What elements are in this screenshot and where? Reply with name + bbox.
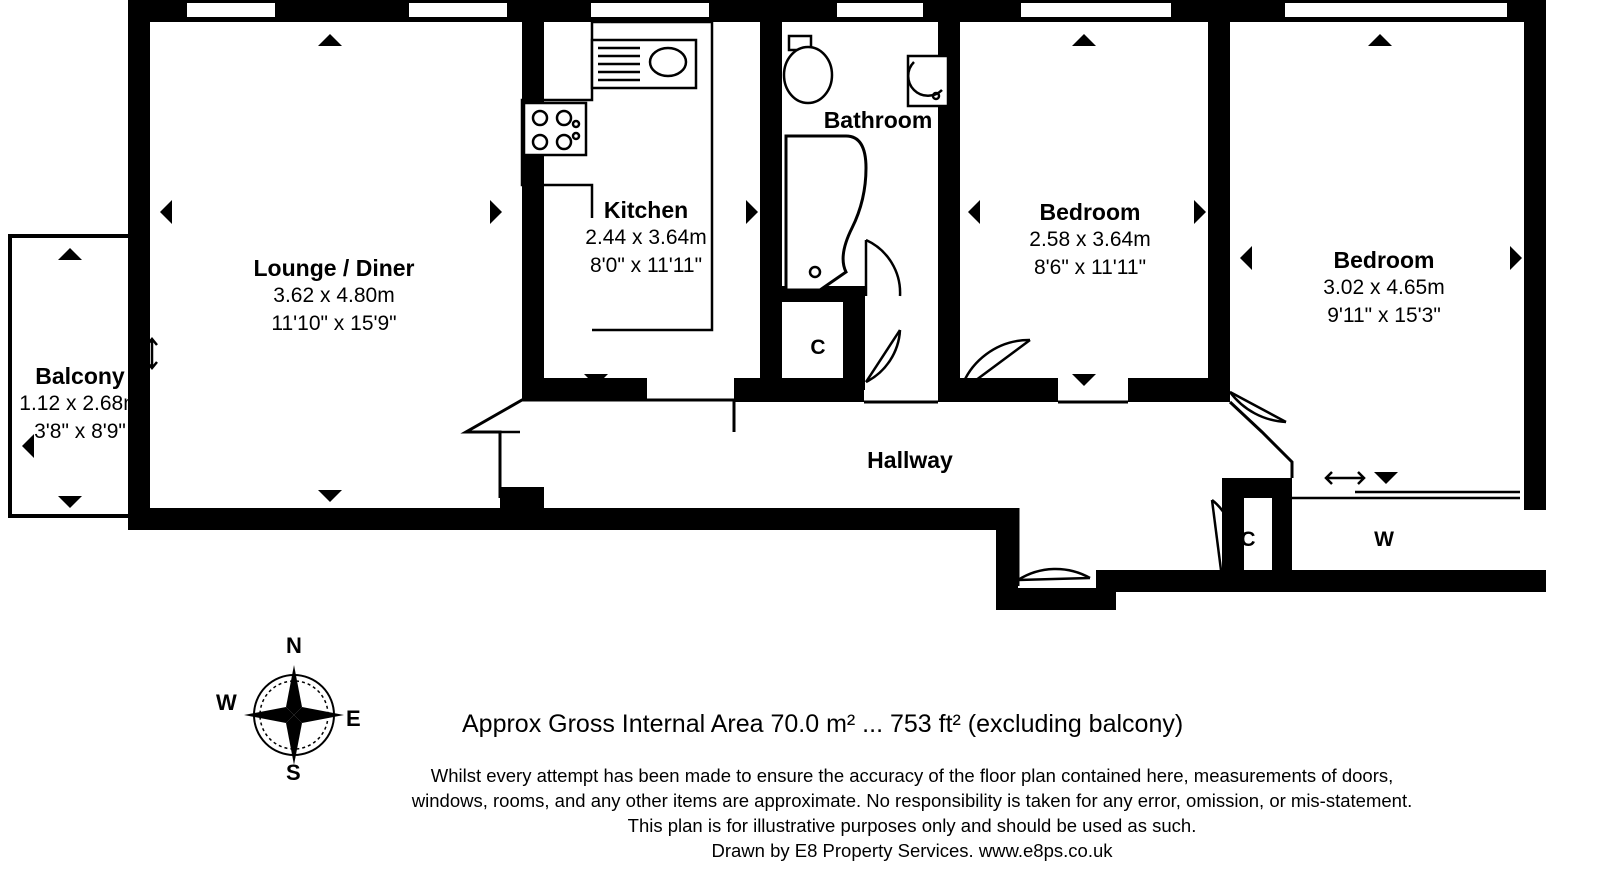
room-dim-balcony-imperial: 3'8" x 8'9" — [34, 420, 126, 443]
room-dim-lounge-diner-metric: 3.62 x 4.80m — [273, 284, 395, 307]
room-dim-bedroom-1-metric: 2.58 x 3.64m — [1029, 228, 1151, 251]
disclaimer-line-2: windows, rooms, and any other items are approximate. No responsibility is taken for any error, omission, or mis-statement. — [411, 790, 1413, 811]
hallway-outline — [466, 400, 1292, 586]
room-label-bathroom: Bathroom — [823, 107, 933, 133]
room-label-bedroom-2: Bedroom — [1333, 247, 1435, 273]
room-dim-bedroom-2-imperial: 9'11" x 15'3" — [1327, 304, 1441, 327]
wardrobe-label: W — [1374, 528, 1394, 551]
gross-internal-area-text: Approx Gross Internal Area 70.0 m² ... 753 ft² (excluding balcony) — [462, 710, 1184, 738]
room-label-bedroom-1: Bedroom — [1039, 199, 1141, 225]
cupboard-label-bedroom: C — [1240, 528, 1256, 551]
disclaimer-line-1: Whilst every attempt has been made to ensure the accuracy of the floor plan contained here, measurements of doors, — [430, 765, 1394, 786]
room-dim-lounge-diner-imperial: 11'10" x 15'9" — [271, 312, 397, 335]
disclaimer-line-3: This plan is for illustrative purposes only and should be used as such. — [627, 815, 1197, 836]
wardrobe-fitting — [1292, 472, 1520, 498]
room-label-lounge-diner: Lounge / Diner — [253, 255, 415, 281]
room-label-kitchen: Kitchen — [603, 197, 689, 223]
kitchen-fittings — [522, 22, 712, 330]
compass-east-label: E — [346, 706, 361, 731]
compass-west-label: W — [216, 690, 237, 715]
room-label-hallway: Hallway — [867, 447, 953, 473]
drawn-by-credit: Drawn by E8 Property Services. www.e8ps.co.uk — [711, 840, 1113, 861]
room-dim-kitchen-metric: 2.44 x 3.64m — [585, 226, 707, 249]
room-dim-balcony-metric: 1.12 x 2.68m — [19, 392, 141, 415]
compass-north-label: N — [286, 633, 302, 658]
compass-south-label: S — [286, 760, 301, 785]
compass-rose — [244, 665, 344, 765]
room-dim-bedroom-1-imperial: 8'6" x 11'11" — [1033, 256, 1147, 279]
room-dim-bedroom-2-metric: 3.02 x 4.65m — [1323, 276, 1445, 299]
room-label-balcony: Balcony — [35, 363, 125, 389]
cupboard-label-hall: C — [810, 336, 826, 359]
room-dim-kitchen-imperial: 8'0" x 11'11" — [589, 254, 703, 277]
